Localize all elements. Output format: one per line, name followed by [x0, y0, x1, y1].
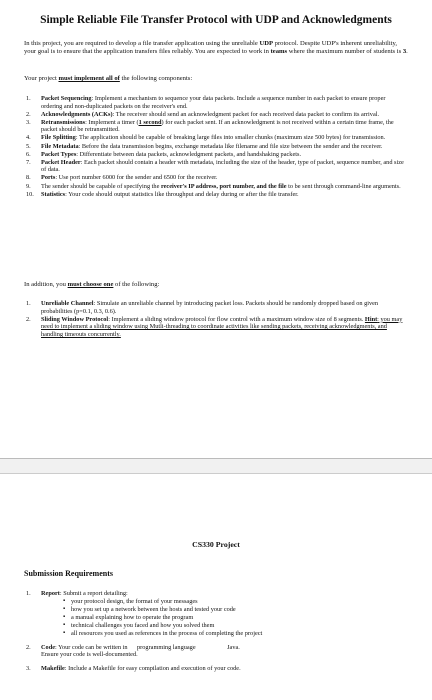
- list-item: 9. The sender should be capable of specifying the receiver's IP address, port number, and the file to be sent through command-line arguments.: [26, 182, 401, 190]
- report-bullets: [41, 598, 404, 638]
- document-page-2: [0, 474, 432, 700]
- components-list: [24, 95, 404, 199]
- list-item: 7. Packet Header: Each packet should contain a header with metadata, including the size of the header, type of packet, sequence number, and size of data.: [26, 158, 404, 174]
- bullet-item: ▪ a manual explaining how to operate the program: [63, 614, 404, 622]
- section-heading: Submission Requirements: [24, 569, 113, 578]
- list-item: 3. Retransmissions: Implement a timer (1 second) for each packet sent. If an acknowledgment is not received within a certain time frame, the packet should be retransmitted.: [26, 118, 394, 134]
- list-item: 1. Report: Submit a report detailing: ▪ your protocol design, the format of your messages ▪ how you set up a network between the hosts and tested your code ▪ a manual explaining how to operate the program ▪ technical challenges you faced and how you solved them ▪ all resources you used as references in the process of completing the project: [24, 590, 404, 638]
- list-item: 1. Packet Sequencing: Implement a mechanism to sequence your data packets. Include a sequence number in each packet to ensure proper ordering and non-duplicated packets on the receiver's end.: [26, 95, 386, 110]
- list-item: 2. Sliding Window Protocol: Implement a sliding window protocol for flow control with a maximum window size of 8 segments. Hint: you may need to implement a sliding window using Mutli-threading to coordinate activities like sending packets, receiving acknowledgments, and handling timeouts concurrently.: [26, 315, 403, 338]
- intro-paragraph: In this project, you are required to develop a file transfer application using the unreliable UDP protocol. Despite UDP's inherent unreliability, your goal is to ensure that the application transfers files reliably. You are expected to work in teams where the maximum number of students is 3.: [24, 40, 408, 55]
- list-item: 3. Makefile: Include a Makefile for easy compilation and execution of your code.: [26, 664, 241, 672]
- bullet-item: ▪ technical challenges you faced and how you solved them: [63, 622, 404, 630]
- list-item: 5. File Metadata: Before the data transmission begins, exchange metadata like filename and file size between the sender and the receiver.: [26, 142, 383, 150]
- list-item: 2. Acknowledgments (ACKs): The receiver should send an acknowledgment packet for each received data packet to confirm its arrival.: [26, 110, 380, 118]
- submission-list: [24, 590, 404, 673]
- bullet-item: ▪ all resources you used as references in the process of completing the project: [63, 630, 404, 638]
- list-item: 8. Ports: Use port number 6000 for the sender and 6500 for the receiver.: [26, 174, 218, 182]
- must-implement-line: Your project must implement all of the following components:: [24, 75, 193, 82]
- bullet-item: ▪ how you set up a network between the hosts and tested your code: [63, 606, 404, 614]
- bullet-item: ▪ your protocol design, the format of your messages: [63, 598, 404, 606]
- choose-one-line: In addition, you must choose one of the following:: [24, 281, 160, 288]
- list-item: 6. Packet Types: Differentiate between data packets, acknowledgment packets, and handshaking packets.: [26, 150, 302, 158]
- choices-list: [24, 300, 404, 339]
- list-item: 4. File Splitting: The application should be capable of breaking large files into smaller chunks (maximum size 500 bytes) for transmission.: [26, 134, 386, 142]
- list-item: 10. Statistics: Your code should output statistics like throughput and delay during or after the file transfer.: [26, 190, 299, 198]
- document-title: Simple Reliable File Transfer Protocol with UDP and Acknowledgments: [40, 14, 392, 26]
- page-separator: [0, 459, 432, 474]
- list-item: 1. Unreliable Channel: Simulate an unreliable channel by introducing packet loss. Packets should be randomly dropped based on given probabilities (p=0.1, 0.3, 0.6).: [26, 300, 379, 315]
- course-label: CS330 Project: [192, 540, 240, 549]
- list-item: 2. Code: Your code can be written in programming language Java. Ensure your code is well-documented.: [26, 643, 240, 659]
